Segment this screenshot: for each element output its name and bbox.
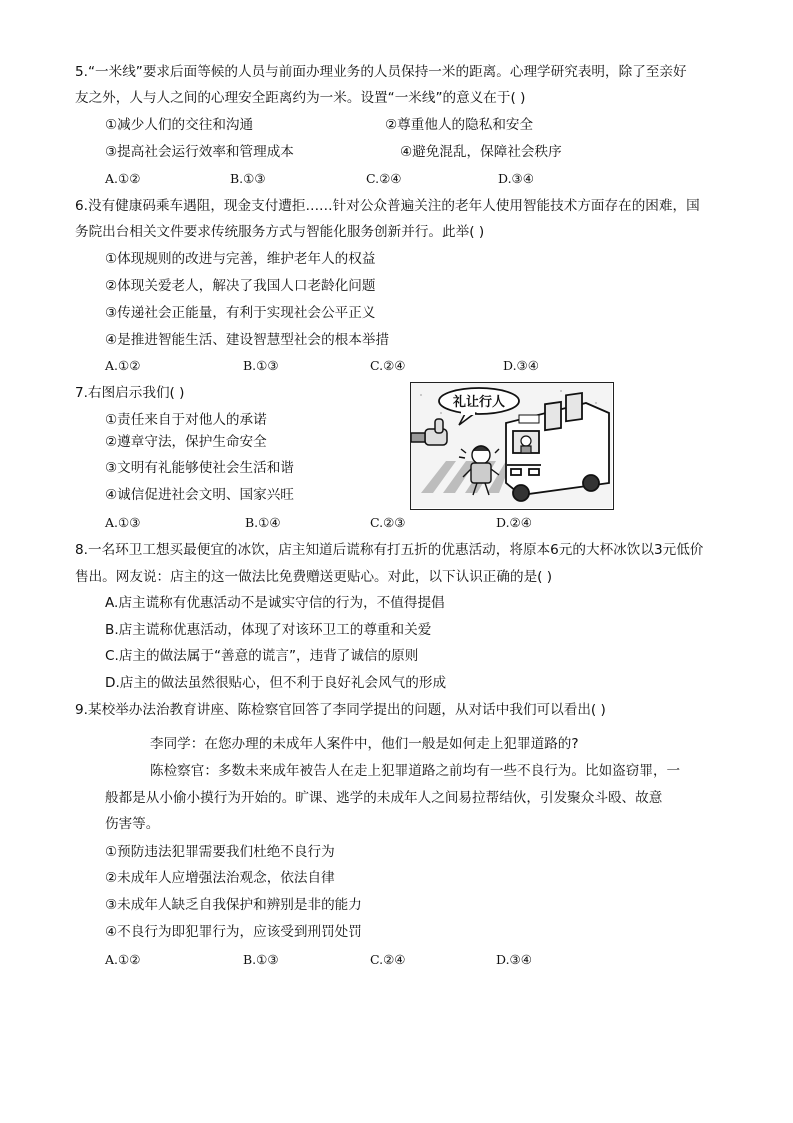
q9-dialog-prosecutor-line-2: 般都是从小偷小摸行为开始的。旷课、逃学的未成年人之间易拉帮结伙，引发聚众斗殴、故意 [105, 790, 663, 806]
q7-choice-b[interactable]: B.①④ [245, 515, 281, 530]
q6-stem-line-2: 务院出台相关文件要求传统服务方式与智能化服务创新并行。此举( ) [75, 224, 485, 240]
q9-choice-a[interactable]: A.①② [105, 952, 141, 967]
cartoon-drawing [411, 383, 612, 508]
cartoon-illustration [410, 382, 614, 510]
q7-item-1: ①责任来自于对他人的承诺 [105, 412, 267, 428]
q5-choice-a[interactable]: A.①② [105, 171, 141, 186]
q5-item-4: ④避免混乱，保障社会秩序 [400, 144, 562, 160]
q5-choice-d[interactable]: D.③④ [498, 171, 534, 186]
q9-stem-line-1: 9.某校举办法治教育讲座、陈检察官回答了李同学提出的问题，从对话中我们可以看出( ) [75, 702, 606, 718]
q9-choice-b[interactable]: B.①③ [243, 952, 279, 967]
q7-item-3: ③文明有礼能够使社会生活和谐 [105, 460, 294, 476]
q8-stem-line-1: 8.一名环卫工想买最便宜的冰饮，店主知道后谎称有打五折的优惠活动，将原本6元的大杯冰饮以3元低价 [75, 542, 704, 558]
q7-item-4: ④诚信促进社会文明、国家兴旺 [105, 487, 294, 503]
q9-item-4: ④不良行为即犯罪行为，应该受到刑罚处罚 [105, 924, 362, 940]
cartoon-sign-text: 礼让行人 [452, 395, 506, 410]
q7-choice-a[interactable]: A.①③ [105, 515, 141, 530]
q9-dialog-student: 李同学：在您办理的未成年人案件中，他们一般是如何走上犯罪道路的? [150, 736, 579, 752]
q7-choice-c[interactable]: C.②③ [370, 515, 406, 530]
q9-item-3: ③未成年人缺乏自我保护和辨别是非的能力 [105, 897, 362, 913]
q6-item-4: ④是推进智能生活、建设智慧型社会的根本举措 [105, 332, 390, 348]
q9-item-2: ②未成年人应增强法治观念，依法自律 [105, 870, 335, 886]
q8-stem-line-2: 售出。网友说：店主的这一做法比免费赠送更贴心。对此，以下认识正确的是( ) [75, 569, 553, 585]
q9-dialog-prosecutor-line-1: 陈检察官：多数未来成年被告人在走上犯罪道路之前均有一些不良行为。比如盗窃罪，一 [150, 763, 681, 779]
q5-item-2: ②尊重他人的隐私和安全 [385, 117, 534, 133]
q6-choice-a[interactable]: A.①② [105, 358, 141, 373]
q5-item-3: ③提高社会运行效率和管理成本 [105, 144, 294, 160]
q8-choice-b[interactable]: B.店主谎称优惠活动，体现了对该环卫工的尊重和关爱 [105, 622, 432, 638]
q9-choice-d[interactable]: D.③④ [496, 952, 532, 967]
q8-choice-d[interactable]: D.店主的做法虽然很贴心，但不利于良好礼会风气的形成 [105, 675, 447, 691]
q6-choice-c[interactable]: C.②④ [370, 358, 406, 373]
q8-choice-c[interactable]: C.店主的做法属于“善意的谎言”，违背了诚信的原则 [105, 648, 419, 664]
q9-dialog-prosecutor-line-3: 伤害等。 [105, 816, 160, 832]
q5-item-1: ①减少人们的交往和沟通 [105, 117, 254, 133]
q6-item-1: ①体现规则的改进与完善，维护老年人的权益 [105, 251, 376, 267]
q9-choice-c[interactable]: C.②④ [370, 952, 406, 967]
q6-stem-line-1: 6.没有健康码乘车遇阻，现金支付遭拒……针对公众普遍关注的老年人使用智能技术方面存在的困难，国 [75, 198, 700, 214]
q9-item-1: ①预防违法犯罪需要我们杜绝不良行为 [105, 844, 335, 860]
q6-item-2: ②体现关爱老人，解决了我国人口老龄化问题 [105, 278, 376, 294]
q5-choice-c[interactable]: C.②④ [366, 171, 402, 186]
driver-figure [521, 436, 531, 453]
q5-stem-line-2: 友之外，人与人之间的心理安全距离约为一米。设置“一米线”的意义在于( ) [75, 90, 526, 106]
q7-choice-d[interactable]: D.②④ [496, 515, 532, 530]
q6-choice-d[interactable]: D.③④ [503, 358, 539, 373]
q7-item-2: ②遵章守法，保护生命安全 [105, 434, 267, 450]
q6-choice-b[interactable]: B.①③ [243, 358, 279, 373]
q5-stem-line-1: 5.“一米线”要求后面等候的人员与前面办理业务的人员保持一米的距离。心理学研究表明，除了至亲好 [75, 64, 687, 80]
q8-choice-a[interactable]: A.店主谎称有优惠活动不是诚实守信的行为，不值得提倡 [105, 595, 445, 611]
q7-stem-line-1: 7.右图启示我们( ) [75, 385, 185, 401]
q6-item-3: ③传递社会正能量，有利于实现社会公平正义 [105, 305, 376, 321]
q5-choice-b[interactable]: B.①③ [230, 171, 266, 186]
